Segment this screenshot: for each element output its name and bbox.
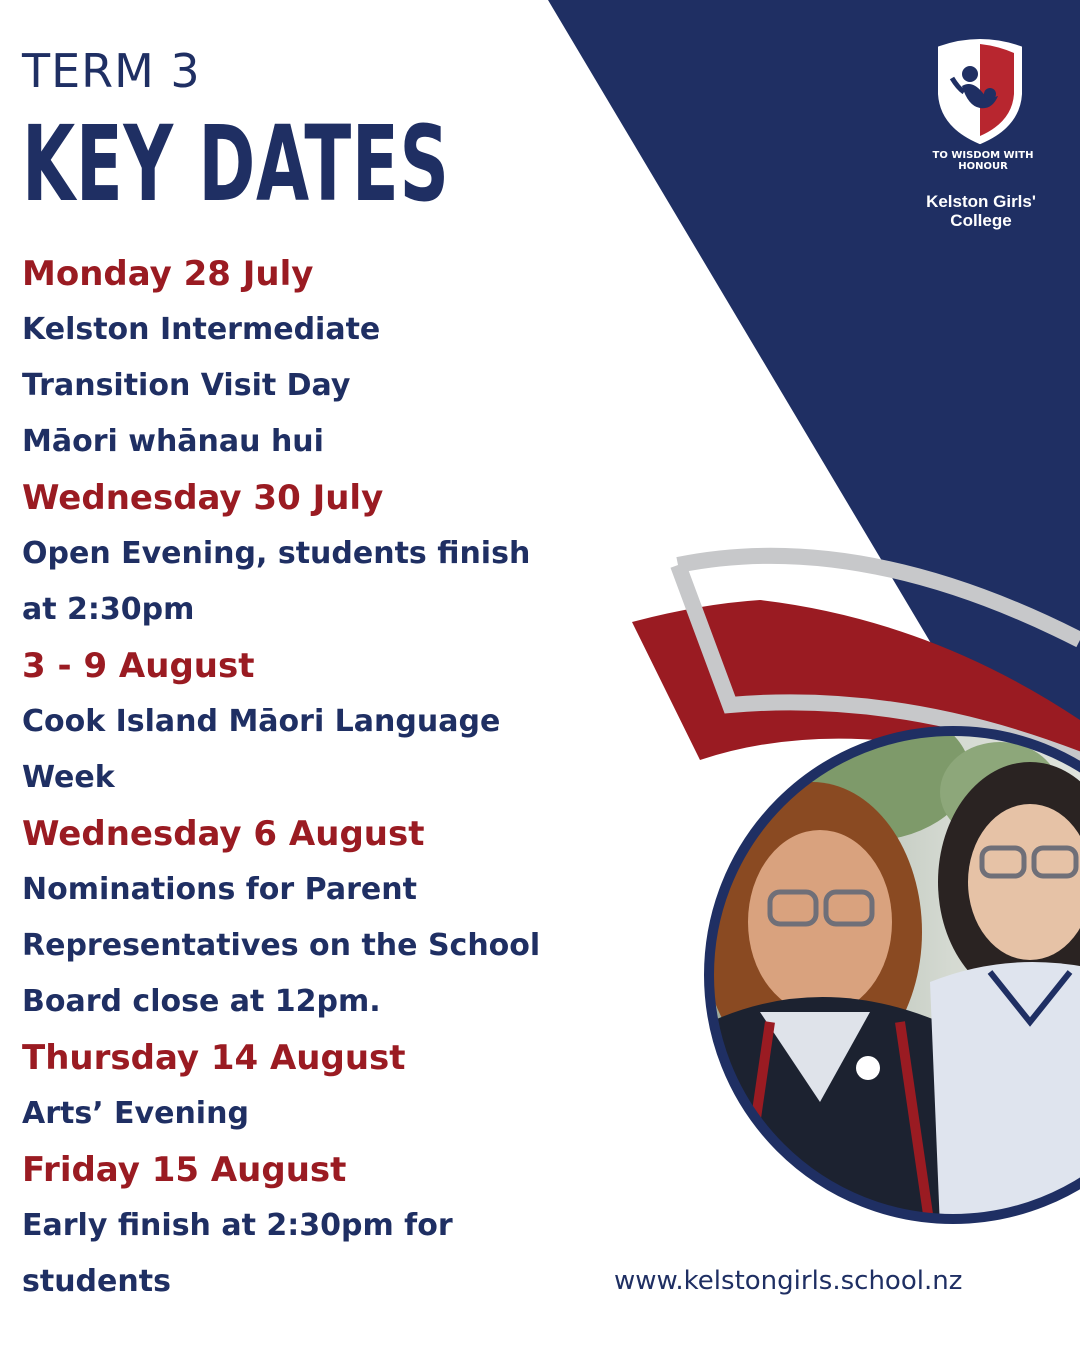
event-description: students (22, 1264, 171, 1299)
event-description: Arts’ Evening (22, 1096, 249, 1131)
school-name-line1: Kelston Girls' (926, 192, 1036, 211)
event-date: Monday 28 July (22, 254, 314, 294)
school-name-line2: College (950, 211, 1012, 230)
event-description: Nominations for Parent (22, 872, 417, 907)
event-date: 3 - 9 August (22, 646, 255, 686)
school-motto: TO WISDOM WITH HONOUR (932, 150, 1034, 172)
event-date: Wednesday 30 July (22, 478, 384, 518)
event-date: Wednesday 6 August (22, 814, 425, 854)
term-label: TERM 3 (22, 44, 201, 98)
school-crest-icon (932, 36, 1028, 146)
event-item (22, 806, 662, 1030)
event-item (22, 470, 662, 638)
event-item (22, 1142, 662, 1310)
event-item (22, 1030, 662, 1142)
event-date: Friday 15 August (22, 1150, 347, 1190)
event-description: Transition Visit Day (22, 368, 351, 403)
page-title: KEY DATES (22, 103, 450, 225)
event-item (22, 246, 662, 470)
events-list (22, 246, 662, 1310)
students-photo (700, 722, 1080, 1228)
event-description: Early finish at 2:30pm for (22, 1208, 453, 1243)
event-description: Board close at 12pm. (22, 984, 381, 1019)
event-description: Māori whānau hui (22, 424, 324, 459)
event-date: Thursday 14 August (22, 1038, 406, 1078)
website-link[interactable]: www.kelstongirls.school.nz (614, 1266, 963, 1296)
event-description: Representatives on the School (22, 928, 541, 963)
event-description: at 2:30pm (22, 592, 195, 627)
event-description: Week (22, 760, 115, 795)
school-name (906, 192, 1056, 230)
event-item (22, 638, 662, 806)
event-description: Cook Island Māori Language (22, 704, 501, 739)
event-description: Open Evening, students finish (22, 536, 531, 571)
event-description: Kelston Intermediate (22, 312, 381, 347)
